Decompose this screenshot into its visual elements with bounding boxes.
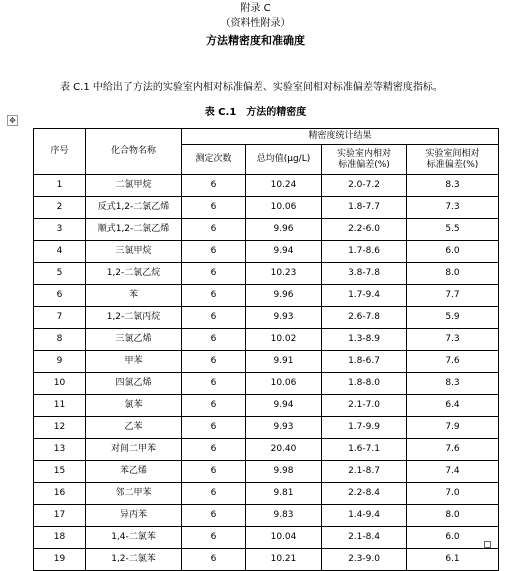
cell-within-rsd: 2.2-6.0 <box>322 219 407 241</box>
cell-seq: 10 <box>34 373 86 395</box>
cell-count: 6 <box>182 373 246 395</box>
cell-mean: 9.81 <box>246 483 322 505</box>
cell-between-rsd: 5.9 <box>407 307 499 329</box>
cell-compound: 甲苯 <box>86 351 182 373</box>
cell-between-rsd: 6.0 <box>407 527 499 549</box>
cell-within-rsd: 1.3-8.9 <box>322 329 407 351</box>
cell-mean: 9.94 <box>246 395 322 417</box>
table-row <box>34 241 499 263</box>
cell-mean: 10.06 <box>246 373 322 395</box>
cell-seq: 17 <box>34 505 86 527</box>
cell-count: 6 <box>182 351 246 373</box>
table-row <box>34 417 499 439</box>
cell-within-rsd: 1.6-7.1 <box>322 439 407 461</box>
cell-between-rsd: 6.1 <box>407 549 499 571</box>
cell-mean: 9.94 <box>246 241 322 263</box>
table-row <box>34 351 499 373</box>
cell-seq: 8 <box>34 329 86 351</box>
page-corner-mark <box>484 541 491 548</box>
cell-between-rsd: 8.3 <box>407 373 499 395</box>
cell-within-rsd: 1.4-9.4 <box>322 505 407 527</box>
table-row <box>34 395 499 417</box>
cell-within-rsd: 2.1-8.7 <box>322 461 407 483</box>
table-row <box>34 175 499 197</box>
cell-count: 6 <box>182 197 246 219</box>
cell-compound: 邻二甲苯 <box>86 483 182 505</box>
cell-within-rsd: 2.1-8.4 <box>322 527 407 549</box>
appendix-label: 附录 C <box>240 3 271 14</box>
cell-between-rsd: 6.4 <box>407 395 499 417</box>
precision-table <box>33 128 499 571</box>
cell-compound: 反式1,2-二氯乙烯 <box>86 197 182 219</box>
cell-between-rsd: 7.3 <box>407 329 499 351</box>
cell-seq: 9 <box>34 351 86 373</box>
cell-between-rsd: 7.0 <box>407 483 499 505</box>
table-caption: 表 C.1 方法的精密度 <box>204 107 307 118</box>
header-within-lab-rsd: 实验室内相对 标准偏差(%) <box>322 145 407 175</box>
cell-count: 6 <box>182 483 246 505</box>
header-row-1 <box>34 129 499 145</box>
cell-compound: 1,2-二氯乙烷 <box>86 263 182 285</box>
cell-within-rsd: 1.7-9.4 <box>322 285 407 307</box>
cell-compound: 苯乙烯 <box>86 461 182 483</box>
cell-count: 6 <box>182 175 246 197</box>
cell-mean: 10.02 <box>246 329 322 351</box>
cell-seq: 13 <box>34 439 86 461</box>
cell-between-rsd: 5.5 <box>407 219 499 241</box>
table-row <box>34 373 499 395</box>
cell-compound: 1,2-二氯苯 <box>86 549 182 571</box>
table-row <box>34 219 499 241</box>
cell-count: 6 <box>182 263 246 285</box>
appendix-type: （资料性附录） <box>220 18 291 29</box>
cell-count: 6 <box>182 329 246 351</box>
cell-between-rsd: 7.9 <box>407 417 499 439</box>
cell-between-rsd: 7.4 <box>407 461 499 483</box>
cell-between-rsd: 7.6 <box>407 351 499 373</box>
cell-seq: 6 <box>34 285 86 307</box>
cell-compound: 顺式1,2-二氯乙烯 <box>86 219 182 241</box>
appendix-title: 方法精密度和准确度 <box>206 34 305 47</box>
cell-mean: 10.24 <box>246 175 322 197</box>
cell-between-rsd: 8.0 <box>407 263 499 285</box>
cell-within-rsd: 1.8-6.7 <box>322 351 407 373</box>
header-seq: 序号 <box>34 129 86 175</box>
cell-compound: 1,2-二氯丙烷 <box>86 307 182 329</box>
cell-count: 6 <box>182 219 246 241</box>
cell-between-rsd: 7.6 <box>407 439 499 461</box>
table-row <box>34 329 499 351</box>
cell-compound: 二氯甲烷 <box>86 175 182 197</box>
intro-paragraph: 表 C.1 中给出了方法的实验室内相对标准偏差、实验室间相对标准偏差等精密度指标。 <box>60 82 443 93</box>
cell-count: 6 <box>182 505 246 527</box>
cell-seq: 12 <box>34 417 86 439</box>
cell-count: 6 <box>182 395 246 417</box>
cell-within-rsd: 2.0-7.2 <box>322 175 407 197</box>
table-row <box>34 505 499 527</box>
cell-mean: 9.96 <box>246 285 322 307</box>
cell-mean: 10.04 <box>246 527 322 549</box>
cell-within-rsd: 2.3-9.0 <box>322 549 407 571</box>
cell-compound: 苯 <box>86 285 182 307</box>
cell-seq: 16 <box>34 483 86 505</box>
cell-seq: 4 <box>34 241 86 263</box>
cell-seq: 5 <box>34 263 86 285</box>
cell-count: 6 <box>182 307 246 329</box>
cell-mean: 9.93 <box>246 307 322 329</box>
header-mean: 总均值(μg/L) <box>246 145 322 175</box>
cell-within-rsd: 1.7-9.9 <box>322 417 407 439</box>
table-move-handle-icon[interactable]: ✥ <box>7 115 18 126</box>
cell-seq: 11 <box>34 395 86 417</box>
cell-mean: 9.91 <box>246 351 322 373</box>
cell-mean: 20.40 <box>246 439 322 461</box>
cell-compound: 氯苯 <box>86 395 182 417</box>
cell-seq: 2 <box>34 197 86 219</box>
cell-between-rsd: 7.7 <box>407 285 499 307</box>
cell-within-rsd: 1.8-7.7 <box>322 197 407 219</box>
cell-count: 6 <box>182 417 246 439</box>
cell-compound: 四氯乙烯 <box>86 373 182 395</box>
cell-count: 6 <box>182 241 246 263</box>
table-row <box>34 263 499 285</box>
cell-within-rsd: 3.8-7.8 <box>322 263 407 285</box>
cell-mean: 10.21 <box>246 549 322 571</box>
cell-seq: 19 <box>34 549 86 571</box>
cell-compound: 对间二甲苯 <box>86 439 182 461</box>
cell-count: 6 <box>182 461 246 483</box>
cell-compound: 异丙苯 <box>86 505 182 527</box>
cell-count: 6 <box>182 549 246 571</box>
header-between-lab-rsd: 实验室间相对 标准偏差(%) <box>407 145 499 175</box>
cell-between-rsd: 8.0 <box>407 505 499 527</box>
cell-mean: 9.83 <box>246 505 322 527</box>
table-row <box>34 527 499 549</box>
cell-compound: 1,4-二氯苯 <box>86 527 182 549</box>
header-count: 测定次数 <box>182 145 246 175</box>
cell-seq: 15 <box>34 461 86 483</box>
cell-within-rsd: 1.8-8.0 <box>322 373 407 395</box>
cell-compound: 三氯乙烯 <box>86 329 182 351</box>
cell-within-rsd: 2.1-7.0 <box>322 395 407 417</box>
cell-compound: 乙苯 <box>86 417 182 439</box>
cell-compound: 三氯甲烷 <box>86 241 182 263</box>
table-row <box>34 197 499 219</box>
cell-mean: 10.23 <box>246 263 322 285</box>
table-row <box>34 307 499 329</box>
table-row <box>34 483 499 505</box>
cell-mean: 9.98 <box>246 461 322 483</box>
table-row <box>34 461 499 483</box>
cell-count: 6 <box>182 527 246 549</box>
cell-between-rsd: 6.0 <box>407 241 499 263</box>
cell-between-rsd: 7.3 <box>407 197 499 219</box>
cell-between-rsd: 8.3 <box>407 175 499 197</box>
cell-mean: 9.93 <box>246 417 322 439</box>
table-row <box>34 285 499 307</box>
cell-within-rsd: 2.2-8.4 <box>322 483 407 505</box>
cell-seq: 3 <box>34 219 86 241</box>
cell-count: 6 <box>182 285 246 307</box>
cell-mean: 10.06 <box>246 197 322 219</box>
cell-within-rsd: 1.7-8.6 <box>322 241 407 263</box>
cell-within-rsd: 2.6-7.8 <box>322 307 407 329</box>
cell-seq: 7 <box>34 307 86 329</box>
cell-seq: 1 <box>34 175 86 197</box>
cell-seq: 18 <box>34 527 86 549</box>
table-row <box>34 439 499 461</box>
cell-count: 6 <box>182 439 246 461</box>
cell-mean: 9.96 <box>246 219 322 241</box>
header-precision-group: 精密度统计结果 <box>182 129 499 145</box>
header-compound: 化合物名称 <box>86 129 182 175</box>
